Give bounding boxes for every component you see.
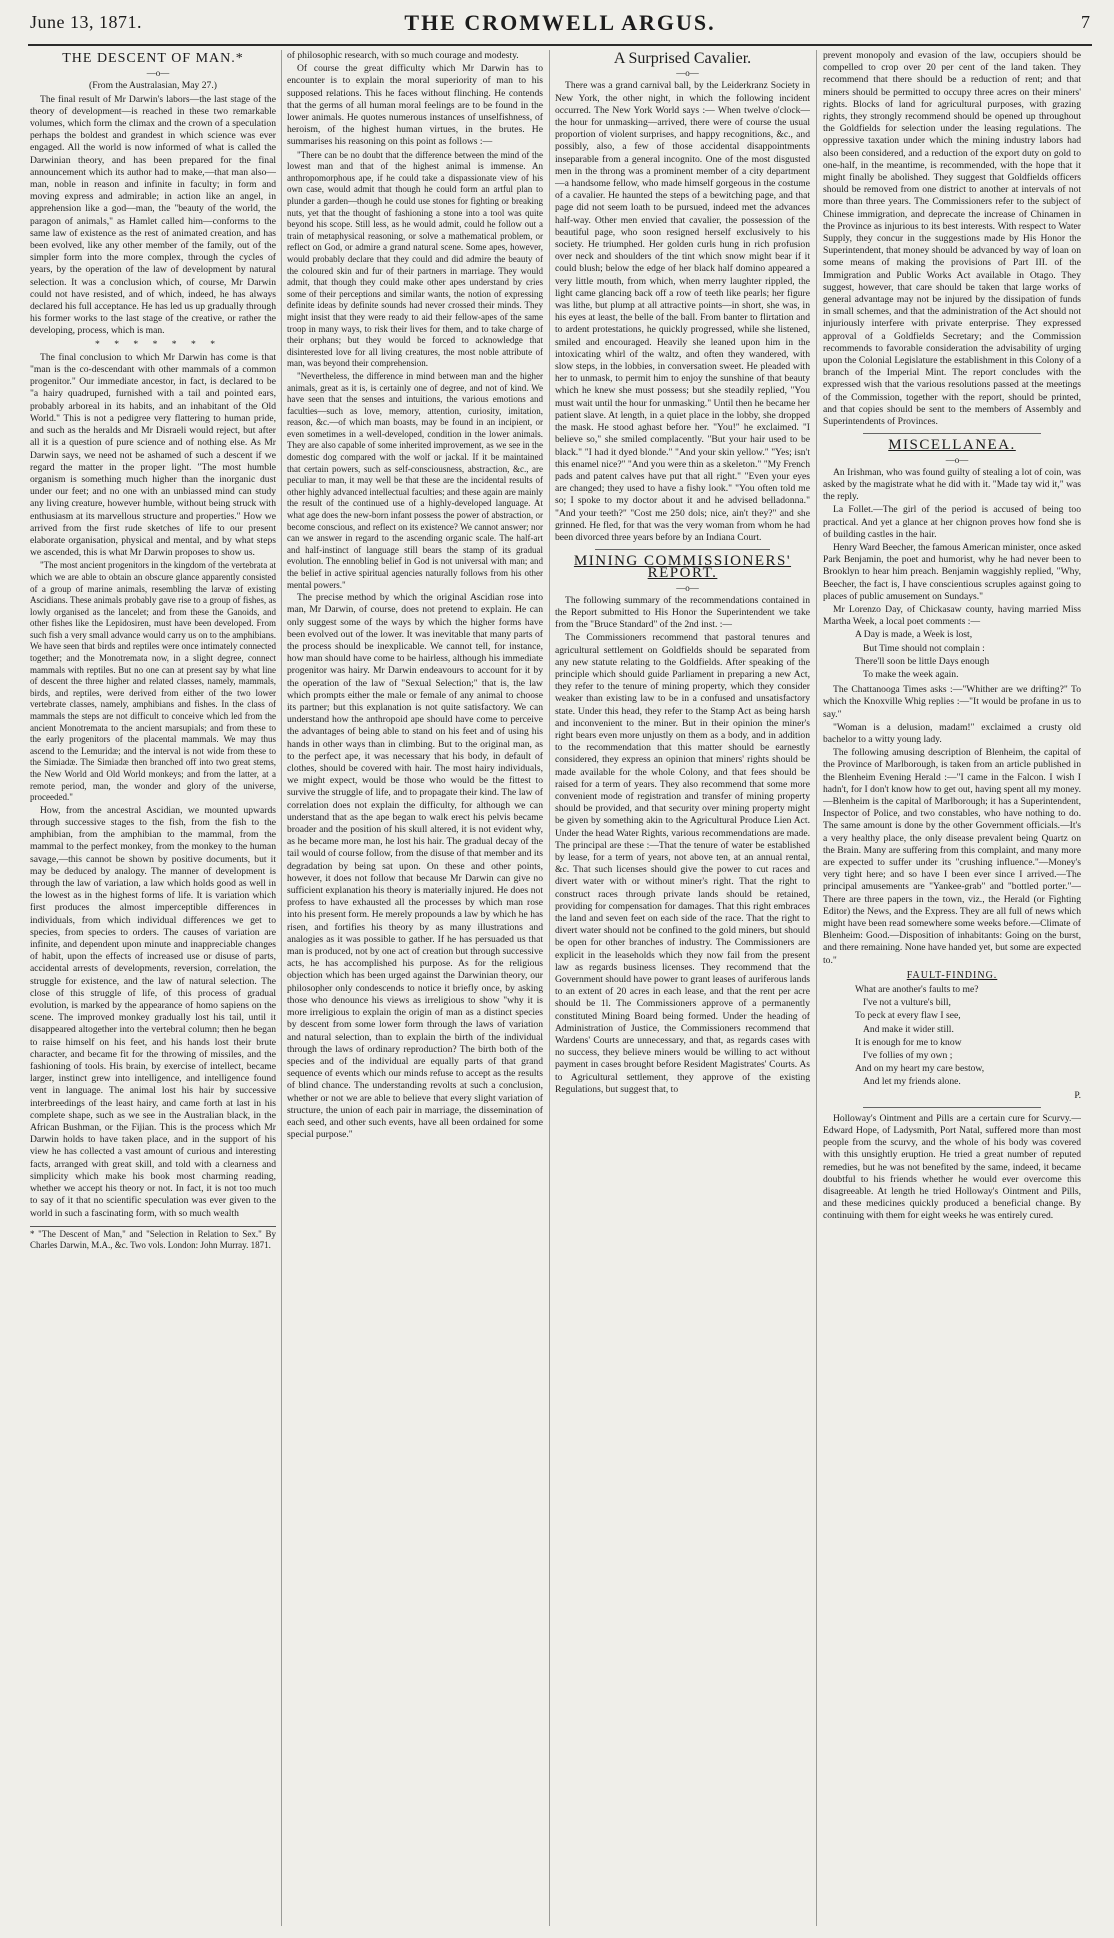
paragraph: The following summary of the recommendations contained in the Report submitted to His Honor the Superintendent we take from the "Bruce Standard" of the 2nd inst. :— [555,594,810,631]
article-heading-miscellanea: MISCELLANEA. [888,437,1016,454]
article-heading-surprised-cavalier: A Surprised Cavalier. [613,50,752,67]
paragraph: Of course the great difficulty which Mr Darwin has to encounter is to explain the moral superiority of man to his supposed relations. This he faces without flinching. He contends that the germs of all human moral feelings are to be found in the lower animals. He quotes numerous instances of unselfishness, of heroism, of the highest human virtues, in the brutes. He summarises his reasoning on this point as follows :— [287,63,543,148]
paragraph: The precise method by which the original Ascidian rose into man, Mr Darwin, of course, does not pretend to explain. He can only suggest some of the ways by which the higher forms have been evolved out of the lower. It was inevitable that many parts of the process should be inexplicable. We cannot tell, for instance, how man should have come to be hairless, although his immediate progenitor was hairy. Mr Darwin endeavours to account for it by the operation of the law of "Sexual Selection;" that is, the law which prompts either the male or female of any animal to choose its partner; but this explanation is not quite satisfactory. We can understand how the anthropoid ape should have come to perceive the advantages of being able to stand on his feet and of using his hands in other ways than in climbing. But to the original man, as to the perfect ape, it was necessary that his body, in default of clothes, should be covered with hair. The most hairy individuals, we might expect, would be those who would be the fittest to survive the struggle of life, and to propagate their kind. The law of correlation does not explain the difficulty, for although we can understand that as the ape began to walk erect his pelvis became broader and the position of his skull altered, it is not evident why, as he became more man, he lost his hair. The gradual decay of the tail would of course follow, from the disuse of that member and its degradation by being sat upon. On these and other points, however, it does not follow that because Mr Darwin can give no sufficient explanation his theory is materially injured. He does not profess to have exhausted all the processes by which man rose into his present form. He merely propounds a law by which he has risen, and fortifies his theory by as many illustrations and analogies as it was possible to gather. If he has persuaded us that man is produced, not by one act of creation but through successive acts, he has accomplished his purpose. As for the religious objection which has been urged against the Darwinian theory, our philosopher only condescends to notice it briefly once, by asking those who denounce his views as irreligious to show "why it is more irreligious to explain the origin of man as a distinct species by descent from some lower form through the laws of variation and natural selection, than to explain the birth of the individual through the laws of ordinary reproduction? The birth both of the species and of the individual are equally parts of that grand sequence of events which our minds refuse to accept as the results of blind chance. The understanding revolts at such a conclusion, whether or not we are able to believe that every slight variation of structure, the union of each pair in marriage, the dissemination of each seed, and other such events, have all been ordained for some special purpose." [287,592,543,1141]
footnote: * "The Descent of Man," and "Selection in Relation to Sex." By Charles Darwin, M.A., &c. Two vols. London: John Murray. 1871. [30,1226,276,1251]
paragraph: The final result of Mr Darwin's labors—the last stage of the theory of development—is reached in these two remarkable volumes, which form the climax and the crown of a speculation perhaps the boldest and grandest in which science was ever engaged. All the world is now informed of what is called the Darwinian theory, and has been prepared for the final announcement which its author had to make,—that man also—man, noble in reason and infinite in faculty; in form and moving express and admirable; in action like an angel, in apprehension like a god—man, the "beauty of the world, the paragon of animals," as Hamlet called him—conforms to the same law of existence as the rest of animated creation, and has been evolved, like any other member of the family, out of the simpler form into the more complex, through the cycles of years, by the operation of the law of development by natural selection. It was a conclusion which, of course, Mr Darwin could not have resisted, and of which, indeed, he has always declared his full acceptance. He has led us up gradually through his former works to the last stage of the creative, or rather the developing, process, which is man. [30,93,276,337]
poem-line: What are another's faults to me? [855,984,979,996]
paragraph: prevent monopoly and evasion of the law, occupiers should be compelled to crop over 20 per cent of the land taken. They recommend that there should be a reduction of rent; and that miners should be permitted to occupy three acres on their miners' rights. Blocks of land for agricultural purposes, with grazing rights, they strongly recommend should be opened up throughout the Goldfields for selection under the leasing regulations. The oppressive taxation under which the mining industry labors had also been considered, and a reduction of the export duty on gold to one-half, in the meantime, is recommended, with the hope that it might finally be abolished. They suggest that Goldfields officers should be removed from one district to another at intervals of not more than three years. The Commissioners refer to the subject of Chinese immigration, and deprecate the increase of Chinamen in the Province as injurious to its best interests. With respect to Water Supply, they concur in the suggestions made by His Honor the Superintendent, that money should be advanced by way of loan on some means of making the provisions of Part III. of the Immigration and Public Works Act available in Otago. They suggest, however, that care should be taken that large works of general advantage may not be injured by the dissipation of funds in small schemes, and that the administration of the Act should not injuriously interfere with private enterprise. They expressed approval of a Goldfields Secretary; and the Commission recommends to favorable consideration the advisability of urging upon the Colonial Legislature the establishment in this Colony of a branch of the Imperial Mint. The report concludes with the expressed wish that the various resolutions passed at the meetings of the Commission, together with the report, should be printed, and that copies should be sent to the members of Assembly and Superintendents of Provinces. [823,50,1081,428]
column-4 [823,50,1081,1926]
paragraph: Mr Lorenzo Day, of Chickasaw county, having married Miss Martha Week, a local poet comments :— [823,603,1081,628]
paragraph: The Commissioners recommend that pastoral tenures and agricultural settlement on Goldfields should be separated from any new statute relating to the Goldfields. After speaking of the principle which should guide Parliament in preparing a new Act, they refer to the tenure of mining property, which they consider weaker than existing law to be in a confused and unsatisfactory state. Under this head, they refer to the Stamp Act as being harsh and inconvenient to the miner. But in their opinion the miner's right bears even more unjustly on them as a body, and in addition to the recommendation that this matter should be earnestly considered, they express an opinion that miners' rights should be made available for the whole Colony, and that fees should be raised for a term of years. They also recommend that some more convenient mode of registration and transfer of mining property should be provided, and that security over mining property might be given by something akin to the Agricultural Produce Lien Act. Under the head Water Rights, various recommendations are made. The principal are these :—That the tenure of water be established by lease, for a term of years, not above ten, at an annual rental, &c. That such licenses should give the power to cut races and divert water with or without miner's right. That the right to construct races through private lands should be retained, providing for compensation for damages. That this right embraces the land and seven feet on each side of the race. That the right to divert water should not be confined to the gold miners, but should be open for other branches of industry. The Commissioners are explicit in the leaseholds which they now fail from the present law as regards business licenses. They recommend that the Government should have power to grant leases of auriferous lands to an extent of 20 acres in each lease, and that the rent per acre should be 1l. The Commissioners approve of a permanently constituted Mining Board being formed. Under the heading of Administration of Justice, the Commissioners recommend that Wardens' Courts are unnecessary, and that, as regards cases with no success, they believe miners would be willing to act without payment in cases brought before Resident Magistrates' Courts. As to Agricultural settlement, they approve of the existing Regulations, but suggest that, to [555,632,810,1095]
poem-line: To peck at every flaw I see, [855,1010,961,1022]
poem-line: I've follies of my own ; [863,1050,953,1062]
heading-dash: —o— [676,582,699,593]
paragraph: The final conclusion to which Mr Darwin has come is that "man is the co-descendant with other mammals of a common progenitor." Our immediate ancestor, in fact, is declared to be "a hairy quadruped, furnished with a tail and pointed ears, probably arboreal in its habits, and an inhabitant of the Old World." This is not a pedigree very flattering to human pride, and such as the heralds and Mr Disraeli would reject, but after all it is a question of pure science and of nothing else. As Mr Darwin says, we need not be ashamed of such a descent if we regard the matter in the proper light. "The most humble organism is something much higher than the inorganic dust under our feet; and no one with an unbiassed mind can study any living creature, however humble, without being struck with enthusiasm at its marvellous structure and properties." How we arrived from the first rude sketches of life to our present elaborate organisation, physical and mental, and by what steps we ascended, this is what Mr Darwin proposes to show us. [30,351,276,559]
quotation: "There can be no doubt that the difference between the mind of the lowest man and that of the highest animal is immense. An anthropomorphous ape, if he could take a dispassionate view of his own case, would admit that though he could form an artful plan to plunder a garden—though he could use stones for fighting or breaking nuts, yet that the thought of fashioning a stone into a tool was quite beyond his scope. Still less, as he would admit, could he follow out a train of metaphysical reasoning, or solve a mathematical problem, or reflect on God, or admire a grand natural scene. Some apes, however, would probably declare that they could and did admire the beauty of the coloured skin and fur of their partners in marriage. They would admit, that though they could make other apes understand by cries some of their perceptions and similar wants, the notion of expressing definite ideas by definite sounds had never crossed their minds. They might insist that they were ready to aid their fellow-apes of the same troop in many ways, to risk their lives for them, and to take charge of their orphans; but they would be forced to acknowledge that disinterested love for all living creatures, the most noble attribute of man, was beyond their comprehension. [287,149,543,369]
poem-line: But Time should not complain : [863,642,985,654]
poem-line: I've not a vulture's bill, [863,997,951,1009]
column-2 [287,50,543,1926]
article-divider [863,433,1041,434]
article-divider [595,549,770,550]
paragraph: La Follet.—The girl of the period is accused of being too practical. And yet a glance at her chignon proves how fond she is of building castles in the hair. [823,504,1081,540]
heading-dash: —o— [945,454,969,465]
poem-line: And let my friends alone. [863,1076,961,1088]
poem-line: To make the week again. [863,668,959,680]
page-number: 7 [1081,12,1090,32]
article-heading-mining-report: MINING COMMISSIONERS' REPORT. [573,553,792,582]
paragraph: The Chattanooga Times asks :—"Whither are we drifting?" To which the Knoxville Whig replies :—"It would be profane in us to say." [823,684,1081,720]
paragraph: "Woman is a delusion, madam!" exclaimed a crusty old bachelor to a witty young lady. [823,721,1081,745]
poem-line: It is enough for me to know [855,1036,962,1048]
quotation: "The most ancient progenitors in the kingdom of the vertebrata at which we are able to obtain an obscure glance apparently consisted of a group of marine animals, resembling the larvæ of existing Ascidians. These animals probably gave rise to a group of fishes, as lowly organised as the lancelet; and from these the Ganoids, and other fishes like the Lepidosiren, must have been developed. From such fish a very small advance would carry us on to the amphibians. We have seen that birds and reptiles were once intimately connected together; and the Monotremata now, in a slight degree, connect mammals with reptiles. But no one can at present say by what line of descent the three higher and related classes, namely, mammals, birds, and reptiles, were derived from either of the two lower vertebrate classes, namely, amphibians and fishes. In the class of mammals the steps are not difficult to conceive which led from the ancient Monotremata to the ancient marsupials; and from these to the early progenitors of the placental mammals. We may thus ascend to the Lemuridæ; and the interval is not wide from these to the Simiadæ. The Simiadæ then branched off into two great stems, the New World and Old World monkeys; and from the latter, at a remote period, man, the wonder and glory of the universe, proceeded." [30,560,276,803]
column-divider [281,50,282,1926]
paragraph: There was a grand carnival ball, by the Leiderkranz Society in New York, the other night, in which the following incident occurred. The New York World says :— When twelve o'clock—the hour for unmasking—arrived, there were of course the usual proportion of violent surprises, and happy recognitions, &c., and possibly, also, a few of those accidental disappointments inseparable from a general incognito. One of the most disgusted men in the throng was a prominent member of a city department—a handsome fellow, who made himself gorgeous in the costume of a cavalier. He haunted the steps of a bewitching page, and that page did not seem loath to be pursued, indeed met the advances half-way. Other men envied that cavalier, the possession of the beautiful page, who soon resigned herself exclusively to his society. He triumphed. Her golden curls hung in rich profusion over neck and shoulders of the tint which snow might bear if it could blush; below the edge of her black half domino appeared a very little mouth, from which, when merry laughter rippled, the light came glancing back off a row of teeth like pearls; her figure was lithe, but plump at all attractive points—in short, she was, in his eyes at least, the belle of the ball. From banter to flirtation and to ardent protestations, he quickly progressed, while she listened, smiled and encouraged. Heavily she leaned upon him in the intoxicating whirl of the waltz, and often they wandered, with slow steps, in the lobbies, in conversation sweet. He pleaded with her to unmask, to permit him to enjoy the sunshine of that beauty which he knew she must possess; but she steadily replied, "You must wait until the hour for unmasking." Until then he became her patient slave. At length, in a quiet place in the lobby, she dropped the mask. He stood aghast before her. "You!" he exclaimed. "I believe so," she smiled complacently. "But your hair used to be black." "I had it dyed blonde." "And your skin yellow." "Yes; isn't this enamel nice?" "And you were thin as a skeleton." "My French pads and patent calves have put that all right." "Even your eyes are changed; they used to have a fishy look." "You often told me so; I spoke to my doctor about it and he advised belladonna." "And your teeth?" "Cost me 250 dols; nice, ain't they?" and she grinned. He fled, for that was the very woman from whom he had been divorced three years before by an Indiana Court. [555,80,810,543]
paragraph: The following amusing description of Blenheim, the capital of the Province of Marlborough, is taken from an article published in the Blenheim Evening Herald :—"I came in the Falcon. I wish I hadn't, for I don't know how to get out, having spent all my money.—Blenheim is the capital of Marlborough; it has a Superintendent, Inspector of Police, and two constables, who have nothing to do. The same amount is done by the other Government officials.—It's a very healthy place, the only disease prevalent being Quartz on the Brain. Many are suffering from this complaint, and many more are expected to suffer under its "crushing influence."—Money's very tight here; and so have I been ever since I arrived.—The principal amusements are "Yankee-grab" and "bottled porter."—There are three papers in the town, viz., the Herald (or Fighting Editor) the News, and the Express. They are all full of news which might have been read somewhere some weeks before.—Climate of Blenheim: Good.—Disposition of inhabitants: Going on the burst, and there remaining. None have handed yet, but some are expected to." [823,747,1081,966]
poem-line: And on my heart my care bestow, [855,1063,985,1075]
column-divider [816,50,817,1926]
article-source: (From the Australasian, May 27.) [89,80,217,92]
newspaper-title: THE CROMWELL ARGUS. [404,10,716,35]
column-1 [30,50,276,1926]
paragraph: Henry Ward Beecher, the famous American minister, once asked Park Benjamin, the poet and humorist, why he had never been to Brooklyn to hear him preach. Benjamin waggishly replied, "Why, Beecher, the fact is, I have conscientious scruples against going to places of public amusement on Sundays." [823,541,1081,602]
masthead [30,8,1090,42]
issue-date: June 13, 1871. [30,12,142,32]
article-divider [863,1107,1041,1108]
advertisement-paragraph: Holloway's Ointment and Pills are a certain cure for Scurvy.—Edward Hope, of Ladysmith, Port Natal, suffered more than most people from the scurvy, and the whole of his body was covered with this unsightly eruption. He tried a great number of reputed remedies, but he was not benefited by the same, indeed, it became doubtful to his friends whether he would ever overcome this disagreeable. At length he tried Holloway's Ointment and Pills, and these medicines quickly produced a beneficial change. By continuing with them for eight weeks he was entirely cured. [823,1112,1081,1222]
column-3 [555,50,810,1926]
masthead-rule [28,44,1092,46]
poem-signature: P. [1074,1089,1081,1101]
section-stars: * * * * * * * [95,338,221,350]
poem-line: There'll soon be little Days enough [855,655,990,667]
column-divider [549,50,550,1926]
paragraph: of philosophic research, with so much courage and modesty. [287,50,519,61]
paragraph: An Irishman, who was found guilty of stealing a lot of coin, was asked by the magistrate what he did with it. "Made tay wid it," was the reply. [823,466,1081,503]
paragraph: How, from the ancestral Ascidian, we mounted upwards through successive stages to the fish, from the fish to the amphibian, from the amphibian to the mammal, from the mammal to the perfect monkey, from the monkey to the human savage,—this cannot be shown by positive documents, but it may be deduced by analogy. The manner of development is through the law of variation, a law which holds good as well in the lowest as in the highest forms of life. It is variation which first produces the almost imperceptible differences in individuals, from which individual differences we get to species, from species to orders. The causes of variation are infinite, and dependent upon minute and inappreciable changes of habit, upon the effects of increased use or disuse of parts, accidental arrests of developments, reversion, correlation, the struggle for existence, and the law of natural selection. The close of this struggle of life, of this process of gradual evolution, is marked by the appearance of homo sapiens on the scene. The improved monkey gradually lost his tail, until it disappeared altogether into the vertebral column; then he began to raise himself on his feet, and his hands lost their brute character, and became fit for the throwing of missiles, and the fashioning of tools. His brain, by exercise of intellect, became larger, instinct grew into intelligence, and intelligence found vent in language. The animal lost his hair by successive interbreedings of the least hairy, and came forth at last in his complete shape, such as we see in the Australian black, in the African Bushman, or the Fijian. This is the process which Mr Darwin holds to have taken place, and in the support of his view he has collected a vast amount of curious and interesting facts, arranged with great skill, and told with a clearness and simplicity which make his book most charming reading, whether we accept his theory or not. In fact, it is not too much to say of it that no scientific speculation was ever given to the world in such a fascinating form, with so much wealth [30,804,276,1219]
article-heading-descent-of-man: THE DESCENT OF MAN.* [62,51,244,66]
poem-line: A Day is made, a Week is lost, [855,629,973,641]
heading-dash: —o— [676,68,699,79]
quotation: "Nevertheless, the difference in mind between man and the higher animals, great as it is, is certainly one of degree, and not of kind. We have seen that the senses and intuitions, the various emotions and faculties—such as love, memory, attention, curiosity, imitation, reason, &c.—of which man boasts, may be found in an incipient, or even sometimes in a well-developed, condition in the lower animals. They are also capable of some inherited improvement, as we see in the domestic dog compared with the wolf or jackal. If it be maintained that certain powers, such as self-consciousness, abstraction, &c., are peculiar to man, it may well be that these are the incidental results of other highly advanced intellectual faculties; and these again are mainly the result of the continued use of a highly-developed language. At what age does the new-born infant possess the power of abstraction, or become conscious, and reflect on its existence? We cannot answer; nor can we answer in regard to the ascending organic scale. The half-art and half-instinct of language still bears the stamp of its gradual evolution. The ennobling belief in God is not universal with man; and the belief in active spiritual agencies naturally follows from his other mental powers." [287,370,543,590]
heading-dash: —o— [146,68,170,79]
poem-heading-fault-finding: FAULT-FINDING. [906,969,998,981]
poem-line: And make it wider still. [863,1023,954,1035]
